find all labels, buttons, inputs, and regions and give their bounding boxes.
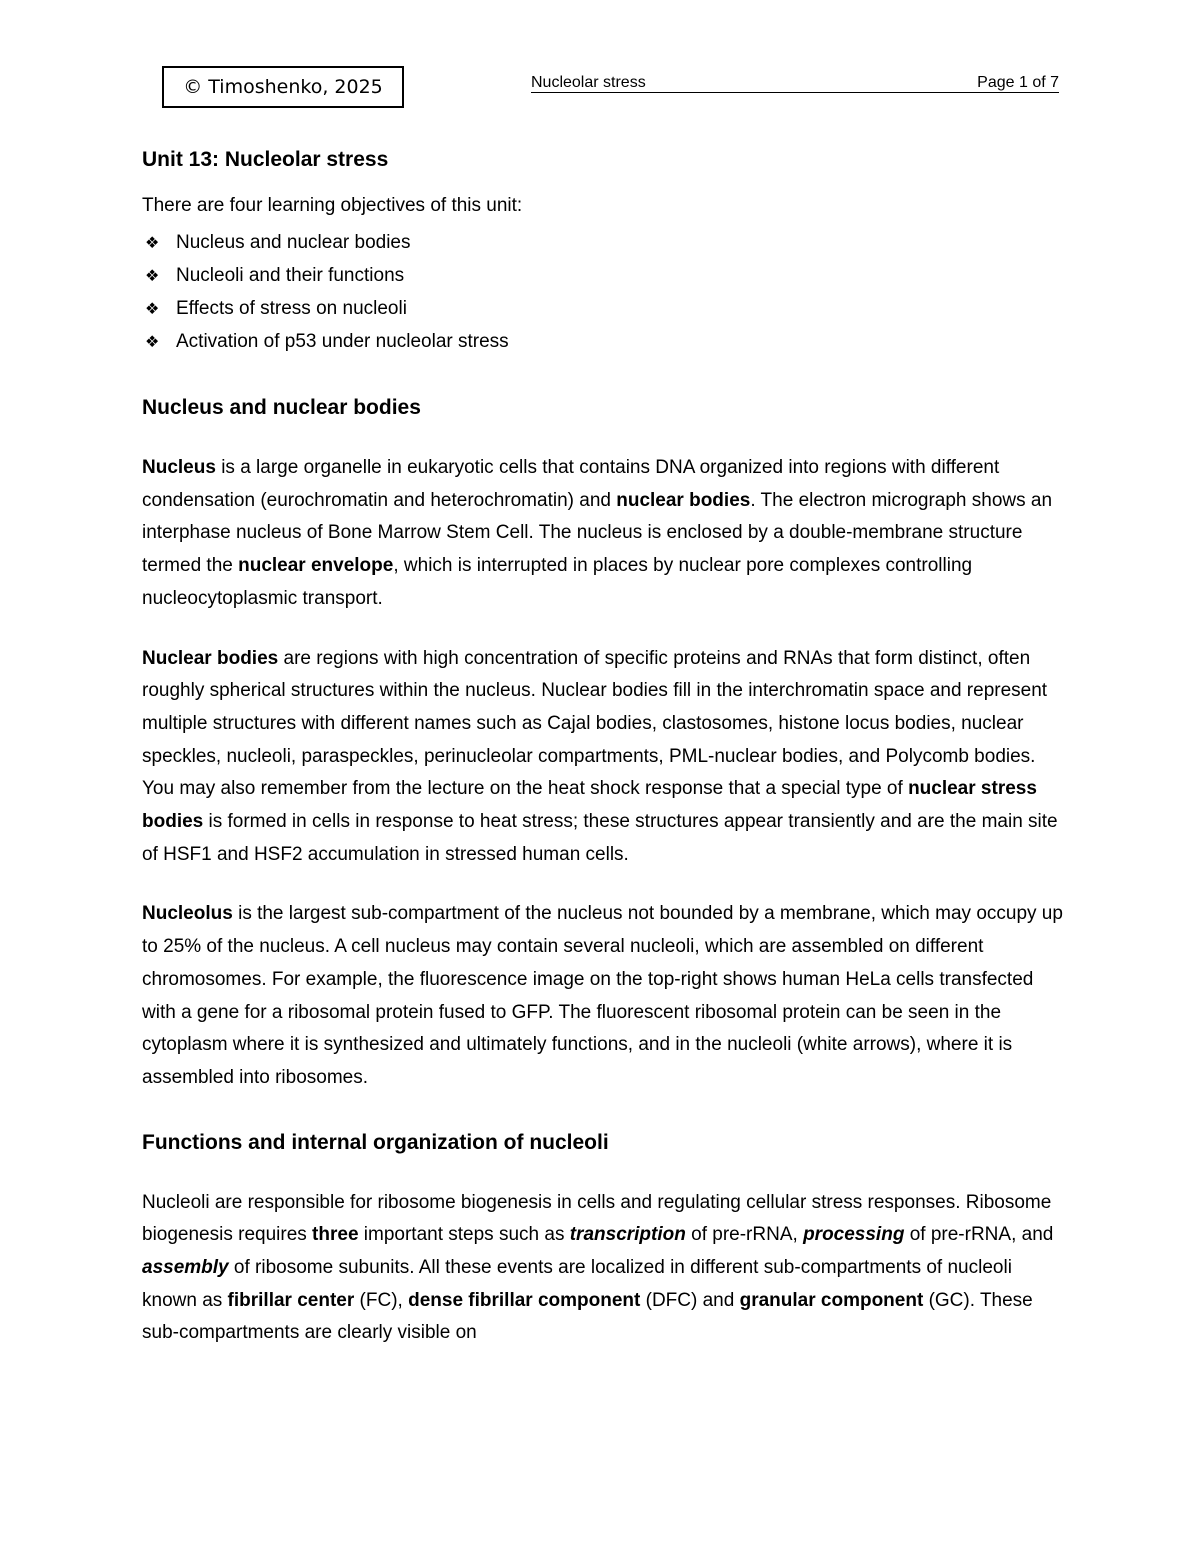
text-run: , which is interrupted in places by nuclear pore complexes controlling nucleocytoplasmic transport.	[142, 555, 973, 609]
text-run: of pre-rRNA,	[685, 1224, 804, 1246]
objective-item: ❖ Nucleoli and their functions	[142, 259, 1067, 292]
text-run: is the largest sub-compartment of the nucleus not bounded by a membrane, which may occupy up to 25% of the nucleus. A cell nucleus may contain several nucleoli, which are assembled on different chromosomes. For example, the fluorescence image on the top-right shows human HeLa cells transfected with a gene for a ribosomal protein fused to GFP. The fluorescent ribosomal protein can be seen in the cytoplasm where it is synthesized and ultimately functions, and in the nucleoli (white arrows), where it is assembled into ribosomes.	[142, 903, 1063, 1088]
emphasized-term: assembly	[142, 1257, 229, 1279]
emphasized-term: Nuclear bodies	[142, 647, 279, 669]
diamond-bullet-icon: ❖	[145, 266, 160, 285]
section-heading-nucleus: Nucleus and nuclear bodies	[142, 396, 421, 419]
emphasized-term: nuclear stress bodies	[142, 778, 1037, 833]
copyright-text: © Timoshenko, 2025	[183, 76, 383, 98]
text-run: is formed in cells in response to heat stress; these structures appear transiently and are the main site of HSF1 and HSF2 accumulation in stressed human cells.	[142, 811, 1058, 865]
paragraph-nucleolus	[142, 898, 1067, 1094]
text-run: (DFC) and	[640, 1289, 740, 1311]
paragraph-nucleus	[142, 452, 1067, 616]
emphasized-term: nuclear envelope	[238, 555, 394, 577]
unit-title: Unit 13: Nucleolar stress	[142, 148, 389, 171]
running-title: Nucleolar stress	[531, 74, 646, 91]
running-header	[531, 74, 1059, 93]
text-run: important steps such as	[358, 1224, 570, 1246]
text-run: of ribosome subunits. All these events are localized in different sub-compartments of nucleoli known as	[142, 1257, 1012, 1311]
diamond-bullet-icon: ❖	[145, 332, 160, 351]
emphasized-term: transcription	[569, 1224, 686, 1246]
emphasized-term: Nucleolus	[142, 903, 233, 925]
objectives-intro: There are four learning objectives of this unit:	[142, 195, 523, 216]
emphasized-term: Nucleus	[142, 457, 216, 478]
diamond-bullet-icon: ❖	[145, 233, 160, 252]
text-run: are regions with high concentration of specific proteins and RNAs that form distinct, often roughly spherical structures within the nucleus. Nuclear bodies fill in the interchromatin space and represent multiple structures with different names such as Cajal bodies, clastosomes, histone locus bodies, nuclear speckles, nucleoli, paraspeckles, perinucleolar compartments, PML-nuclear bodies, and Polycomb bodies. You may also remember from the lecture on the heat shock response that a special type of	[142, 647, 1048, 800]
paragraph-nucleoli-functions	[142, 1187, 1067, 1351]
emphasized-term: fibrillar center	[227, 1289, 355, 1311]
page-number: Page 1 of 7	[977, 74, 1059, 91]
emphasized-term: three	[312, 1224, 359, 1246]
text-run: of pre-rRNA, and	[904, 1224, 1054, 1246]
emphasized-term: nuclear bodies	[616, 489, 751, 511]
objective-item: ❖ Nucleus and nuclear bodies	[142, 226, 1067, 259]
section-heading-nucleoli-functions: Functions and internal organization of nucleoli	[142, 1130, 609, 1154]
emphasized-term: granular component	[739, 1289, 924, 1311]
emphasized-term: dense fibrillar component	[408, 1289, 641, 1311]
document-body	[142, 140, 1067, 1350]
objective-item: ❖ Effects of stress on nucleoli	[142, 292, 1067, 325]
emphasized-term: processing	[803, 1224, 905, 1246]
text-run: Nucleoli are responsible for ribosome biogenesis in cells and regulating cellular stress responses. Ribosome biogenesis requires	[142, 1191, 1052, 1246]
text-run: . The electron micrograph shows an interphase nucleus of Bone Marrow Stem Cell. The nucleus is enclosed by a double-membrane structure termed the	[142, 489, 1053, 577]
text-run: (GC). These sub-compartments are clearly visible on	[142, 1289, 1033, 1344]
objective-item: ❖ Activation of p53 under nucleolar stress	[142, 325, 1067, 358]
objectives-list	[142, 226, 1067, 358]
paragraph-nuclear-bodies	[142, 643, 1067, 872]
copyright-box	[162, 66, 404, 108]
diamond-bullet-icon: ❖	[145, 299, 160, 318]
text-run: (FC),	[354, 1289, 409, 1311]
text-run: is a large organelle in eukaryotic cells that contains DNA organized into regions with different condensation (eurochromatin and heterochromatin) and	[142, 457, 1000, 511]
